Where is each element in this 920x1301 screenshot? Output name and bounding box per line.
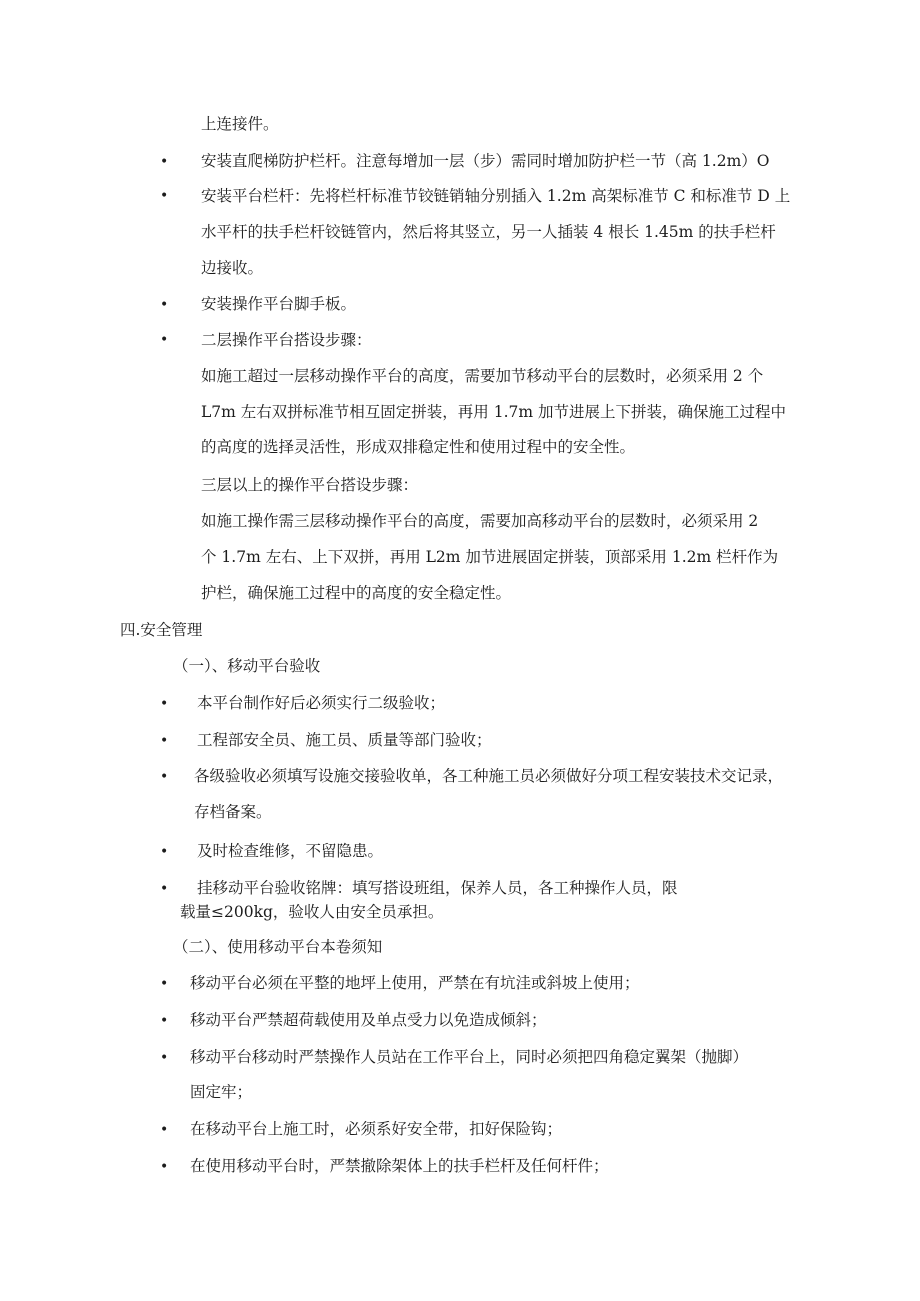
paragraph-line: 载量≤200kg，验收人由安全员承担。 bbox=[180, 903, 444, 921]
list-item-text: 安装操作平台脚手板。 bbox=[201, 295, 357, 313]
list-item-text: 安装直爬梯防护栏杆。注意每增加一层（步）需同时增加防护栏一节（高 1.2m）O bbox=[201, 152, 770, 170]
list-item-text: 移动平台移动时严禁操作人员站在工作平台上，同时必须把四角稳定翼架（抛脚） bbox=[190, 1048, 749, 1066]
paragraph-line: 固定牢； bbox=[190, 1083, 253, 1101]
paragraph-line: 存档备案。 bbox=[194, 803, 272, 821]
list-item-text: 移动平台严禁超荷载使用及单点受力以免造成倾斜； bbox=[190, 1011, 547, 1029]
bullet-icon: • bbox=[160, 696, 169, 712]
paragraph-line: L7m 左右双拼标准节相互固定拼装，再用 1.7m 加节进展上下拼装，确保施工过程中 bbox=[201, 403, 786, 421]
list-item-text: 本平台制作好后必须实行二级验收； bbox=[197, 694, 446, 712]
list-item-text: 及时检查维修，不留隐患。 bbox=[197, 842, 384, 860]
bullet-icon: • bbox=[160, 844, 169, 860]
list-item-text: 工程部安全员、施工员、质量等部门验收； bbox=[197, 731, 492, 749]
list-item-text: 移动平台必须在平整的地坪上使用，严禁在有坑洼或斜坡上使用； bbox=[190, 974, 640, 992]
bullet-icon: • bbox=[160, 1122, 169, 1138]
bullet-icon: • bbox=[160, 733, 169, 749]
list-item-text: 安装平台栏杆：先将栏杆标准节铰链销轴分别插入 1.2m 高架标准节 C 和标准节 D 上 bbox=[201, 187, 791, 205]
bullet-icon: • bbox=[160, 297, 169, 313]
subsection-heading: 三层以上的操作平台搭设步骤： bbox=[201, 476, 419, 494]
bullet-icon: • bbox=[160, 769, 169, 785]
list-item-text: 在移动平台上施工时，必须系好安全带，扣好保险钩； bbox=[190, 1120, 563, 1138]
list-item-text: 在使用移动平台时，严禁撤除架体上的扶手栏杆及任何杆件； bbox=[190, 1157, 609, 1175]
paragraph-line: 边接收。 bbox=[201, 259, 264, 277]
bullet-icon: • bbox=[160, 332, 169, 348]
paragraph-line: 的高度的选择灵活性，形成双排稳定性和使用过程中的安全性。 bbox=[201, 438, 636, 456]
bullet-icon: • bbox=[160, 154, 169, 170]
subsection-heading: （二）、使用移动平台本卷须知 bbox=[173, 938, 383, 956]
paragraph-line: 如施工超过一层移动操作平台的高度，需要加节移动平台的层数时，必须采用 2 个 bbox=[201, 367, 764, 385]
paragraph-line: 水平杆的扶手栏杆铰链管内，然后将其竖立，另一人插装 4 根长 1.45m 的扶手栏杆 bbox=[201, 223, 776, 241]
subsection-heading: （一）、移动平台验收 bbox=[173, 657, 321, 675]
list-item-text: 挂移动平台验收铭牌：填写搭设班组，保养人员，各工种操作人员，限 bbox=[197, 879, 678, 897]
paragraph-line: 护栏，确保施工过程中的高度的安全稳定性。 bbox=[201, 584, 512, 602]
list-item-heading: 二层操作平台搭设步骤： bbox=[201, 331, 372, 349]
paragraph-line: 个 1.7m 左右、上下双拼，再用 L2m 加节进展固定拼装，顶部采用 1.2m 栏杆作为 bbox=[201, 548, 779, 566]
list-item-text: 各级验收必须填写设施交接验收单，各工种施工员必须做好分项工程安装技术交记录， bbox=[194, 767, 784, 785]
paragraph-line: 如施工操作需三层移动操作平台的高度，需要加高移动平台的层数时，必须采用 2 bbox=[201, 512, 759, 530]
bullet-icon: • bbox=[160, 1159, 169, 1175]
bullet-icon: • bbox=[160, 976, 169, 992]
bullet-icon: • bbox=[160, 1013, 169, 1029]
section-heading: 四.安全管理 bbox=[120, 621, 203, 639]
bullet-icon: • bbox=[160, 1050, 169, 1066]
bullet-icon: • bbox=[160, 881, 169, 897]
bullet-icon: • bbox=[160, 188, 169, 204]
paragraph-line: 上连接件。 bbox=[201, 115, 279, 133]
